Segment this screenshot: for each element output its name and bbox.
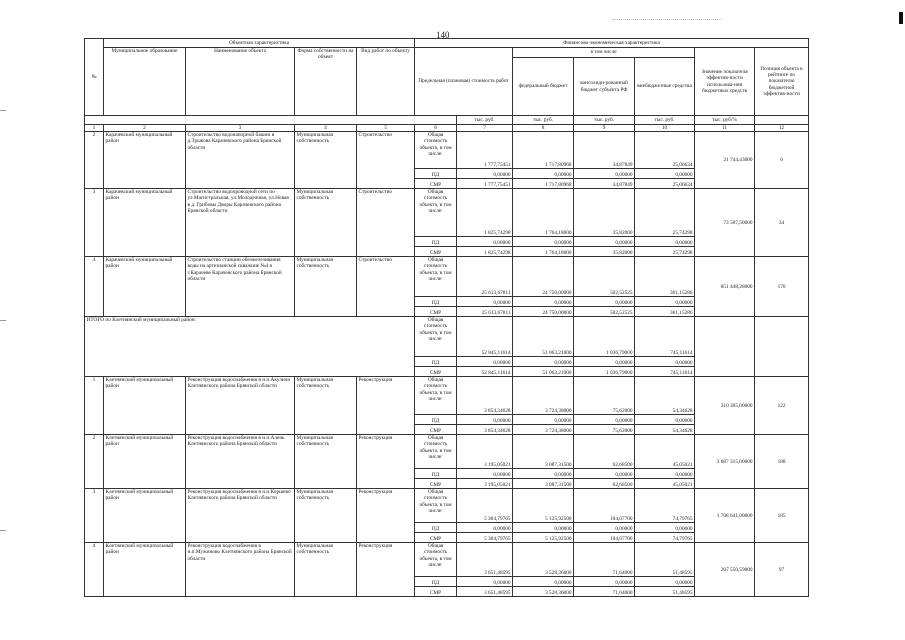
smr-value: 25,74298 bbox=[635, 247, 695, 257]
rank-value: 97 bbox=[755, 543, 809, 597]
total-value: 5 304,79765 bbox=[457, 489, 513, 523]
header-rank: Позиция объекта в рейтинге по показателю бюджетной эффектив-ности bbox=[755, 48, 809, 116]
row-number: 4 bbox=[85, 257, 104, 317]
pd-value: 0,00000 bbox=[574, 297, 635, 307]
total-value: 1 717,80968 bbox=[513, 132, 574, 169]
total-value: 51 063,21000 bbox=[513, 317, 574, 357]
rank-value: 6 bbox=[755, 132, 809, 189]
pd-value: 0,00000 bbox=[635, 577, 695, 587]
pd-value: 0,00000 bbox=[457, 577, 513, 587]
smr-value: 5 304,79765 bbox=[457, 533, 513, 543]
pd-value: 0,00000 bbox=[457, 357, 513, 367]
pd-value: 0,00000 bbox=[513, 469, 574, 479]
pd-value: 0,00000 bbox=[457, 415, 513, 425]
header-including: в том числе bbox=[513, 48, 695, 58]
pd-value: 0,00000 bbox=[635, 469, 695, 479]
punch-mark bbox=[0, 530, 6, 531]
work-type-cell: Реконструкция bbox=[357, 377, 415, 435]
smr-value: 75,62000 bbox=[574, 425, 635, 435]
punch-mark bbox=[0, 110, 6, 111]
rank-value: 34 bbox=[755, 189, 809, 257]
smr-value: 25 613,67811 bbox=[457, 307, 513, 317]
smr-value: 45,05021 bbox=[635, 479, 695, 489]
work-type-cell: Строительство bbox=[357, 257, 415, 317]
smr-value: 3 087,31500 bbox=[513, 479, 574, 489]
punch-mark bbox=[0, 320, 6, 321]
unit-cell: тыс. руб/% bbox=[695, 116, 755, 125]
total-label: Общая стоимость объекта, в том числе: bbox=[415, 435, 457, 469]
smr-label: СМР bbox=[415, 533, 457, 543]
object-name-cell: Строительство водонапорной башни в д.Трыкова Карачевского района Брянской области bbox=[186, 132, 295, 189]
object-row bbox=[85, 132, 809, 169]
col-number: 2 bbox=[104, 125, 186, 132]
col-number: 8 bbox=[513, 125, 574, 132]
col-number: 7 bbox=[457, 125, 513, 132]
header-work-type: Вид работ по объекту bbox=[357, 48, 415, 116]
smr-value: 3 651,48595 bbox=[457, 587, 513, 597]
row-number: 2 bbox=[85, 435, 104, 489]
pd-value: 0,00000 bbox=[457, 297, 513, 307]
total-value: 25 613,67811 bbox=[457, 257, 513, 297]
pd-label: ПД bbox=[415, 469, 457, 479]
smr-value: 5 125,92500 bbox=[513, 533, 574, 543]
municipality-cell: Клетнянский муниципальный район bbox=[104, 543, 186, 597]
smr-value: 502,52525 bbox=[574, 307, 635, 317]
pd-value: 0,00000 bbox=[635, 415, 695, 425]
smr-label: СМР bbox=[415, 367, 457, 377]
total-label: Общая стоимость объекта, в том числе: bbox=[415, 257, 457, 297]
col-number: 6 bbox=[415, 125, 457, 132]
row-number: 2 bbox=[85, 132, 104, 189]
total-label: Общая стоимость объекта, в том числе: bbox=[415, 377, 457, 415]
total-value: 54,34628 bbox=[635, 377, 695, 415]
municipality-cell: Карачевский муниципальный район bbox=[104, 257, 186, 317]
unit-cell: тыс. руб. bbox=[574, 116, 635, 125]
smr-value: 3 854,34628 bbox=[457, 425, 513, 435]
municipality-cell: Карачевский муниципальный район bbox=[104, 189, 186, 257]
smr-value: 745,11614 bbox=[635, 367, 695, 377]
unit-cell: тыс. руб. bbox=[457, 116, 513, 125]
total-value: 1 825,74298 bbox=[457, 189, 513, 237]
object-name-cell: Реконструкция водоснабжения в н.п.Коршево Клетнянского района Брянской области bbox=[186, 489, 295, 543]
total-label: Общая стоимость объекта, в том числе: bbox=[415, 543, 457, 577]
smr-value: 3 195,05021 bbox=[457, 479, 513, 489]
total-value: 71,64000 bbox=[574, 543, 635, 577]
pd-value: 0,00000 bbox=[635, 169, 695, 179]
pd-value: 0,00000 bbox=[635, 297, 695, 307]
pd-value: 0,00000 bbox=[457, 237, 513, 247]
total-value: 52 845,11614 bbox=[457, 317, 513, 357]
total-value: 1 036,79000 bbox=[574, 317, 635, 357]
total-value: 74,79765 bbox=[635, 489, 695, 523]
total-value: 1 777,75451 bbox=[457, 132, 513, 169]
header-row-including bbox=[85, 48, 809, 58]
object-row bbox=[85, 189, 809, 237]
smr-value: 1 764,18000 bbox=[513, 247, 574, 257]
pd-label: ПД bbox=[415, 577, 457, 587]
total-value: 51,48595 bbox=[635, 543, 695, 577]
header-finance-group: Финансово-экономическая характеристика bbox=[415, 39, 809, 48]
object-name-cell: Реконструкция водоснабжения в н.п.Акуличи Клетнянского района Брянской области bbox=[186, 377, 295, 435]
efficiency-value: 73 507,50000 bbox=[695, 189, 755, 257]
efficiency-value: 1 708 641,00000 bbox=[695, 489, 755, 543]
smr-value: 71,64000 bbox=[574, 587, 635, 597]
object-name-cell: Строительство водопроводной сети по ул.Магистральная, ул.Молодежная, ул.Новая в д. Грибовы Дворы Карачевского района Брянской области bbox=[186, 189, 295, 257]
smr-value: 51,48595 bbox=[635, 587, 695, 597]
total-label: Общая стоимость объекта, в том числе: bbox=[415, 132, 457, 169]
smr-value: 1 717,80968 bbox=[513, 179, 574, 189]
header-units-row bbox=[85, 116, 809, 125]
header-ownership: Форма собственности на объект bbox=[295, 48, 357, 116]
total-value: 35,82000 bbox=[574, 189, 635, 237]
municipality-cell: Карачевский муниципальный район bbox=[104, 132, 186, 189]
total-value: 3 195,05021 bbox=[457, 435, 513, 469]
col-number: 12 bbox=[755, 125, 809, 132]
efficiency-value: 21 744,43000 bbox=[695, 132, 755, 189]
municipality-cell: Клетнянский муниципальный район bbox=[104, 435, 186, 489]
pd-value: 0,00000 bbox=[574, 415, 635, 425]
ownership-cell: Муниципальная собственность bbox=[295, 435, 357, 489]
ownership-cell: Муниципальная собственность bbox=[295, 257, 357, 317]
pd-value: 0,00000 bbox=[574, 169, 635, 179]
total-value: 45,05021 bbox=[635, 435, 695, 469]
object-row bbox=[85, 489, 809, 523]
smr-value: 1 825,74298 bbox=[457, 247, 513, 257]
smr-value: 34,87849 bbox=[574, 179, 635, 189]
pd-value: 0,00000 bbox=[513, 415, 574, 425]
header-object-name: Наименование объекта bbox=[186, 48, 295, 116]
pd-value: 0,00000 bbox=[635, 357, 695, 367]
col-number: 5 bbox=[357, 125, 415, 132]
header-object-group: Объектная характеристика bbox=[104, 39, 415, 48]
rank-value: 170 bbox=[755, 257, 809, 317]
efficiency-value: 851 448,28000 bbox=[695, 257, 755, 317]
col-number: 1 bbox=[85, 125, 104, 132]
col-number: 11 bbox=[695, 125, 755, 132]
pd-value: 0,00000 bbox=[513, 297, 574, 307]
ownership-cell: Муниципальная собственность bbox=[295, 189, 357, 257]
smr-label: СМР bbox=[415, 587, 457, 597]
pd-value: 0,00000 bbox=[457, 169, 513, 179]
subtotal-row bbox=[85, 317, 809, 357]
pd-value: 0,00000 bbox=[574, 577, 635, 587]
pd-value: 0,00000 bbox=[513, 577, 574, 587]
header-municipality: Муниципальное образование bbox=[104, 48, 186, 116]
municipality-cell: Клетнянский муниципальный район bbox=[104, 377, 186, 435]
col-number: 10 bbox=[635, 125, 695, 132]
smr-label: СМР bbox=[415, 425, 457, 435]
pd-value: 0,00000 bbox=[513, 357, 574, 367]
object-row bbox=[85, 257, 809, 297]
total-value: 34,87849 bbox=[574, 132, 635, 169]
total-value: 1 764,18000 bbox=[513, 189, 574, 237]
pd-value: 0,00000 bbox=[635, 523, 695, 533]
ownership-cell: Муниципальная собственность bbox=[295, 132, 357, 189]
total-value: 3 651,48595 bbox=[457, 543, 513, 577]
unit-cell: тыс. руб. bbox=[513, 116, 574, 125]
efficiency-value: 310 365,00000 bbox=[695, 377, 755, 435]
work-type-cell: Строительство bbox=[357, 132, 415, 189]
total-value: 5 125,92500 bbox=[513, 489, 574, 523]
object-row bbox=[85, 435, 809, 469]
header-consolidated: консолиди-рованный бюджет субъекта РФ bbox=[574, 58, 635, 116]
rank-value: 122 bbox=[755, 377, 809, 435]
header-colnum-row bbox=[85, 125, 809, 132]
total-value: 745,11614 bbox=[635, 317, 695, 357]
smr-value: 361,15286 bbox=[635, 307, 695, 317]
subtotal-label: ИТОГО по Клетнянский муниципальный район: bbox=[85, 317, 415, 377]
total-value: 24 750,00000 bbox=[513, 257, 574, 297]
col-number: 9 bbox=[574, 125, 635, 132]
pd-value: 0,00000 bbox=[574, 237, 635, 247]
total-value: 361,15286 bbox=[635, 257, 695, 297]
smr-value: 3 528,36000 bbox=[513, 587, 574, 597]
pd-label: ПД bbox=[415, 415, 457, 425]
smr-value: 54,34628 bbox=[635, 425, 695, 435]
pd-value: 0,00000 bbox=[574, 357, 635, 367]
total-value: 3 087,31500 bbox=[513, 435, 574, 469]
pd-value: 0,00000 bbox=[457, 523, 513, 533]
pd-value: 0,00000 bbox=[513, 523, 574, 533]
total-value: 3 528,36000 bbox=[513, 543, 574, 577]
municipality-cell: Клетнянский муниципальный район bbox=[104, 489, 186, 543]
pd-label: ПД bbox=[415, 297, 457, 307]
total-value: 502,52525 bbox=[574, 257, 635, 297]
finance-table bbox=[84, 38, 809, 597]
scan-artifact-line bbox=[612, 19, 722, 20]
total-label: Общая стоимость объекта, в том числе: bbox=[415, 489, 457, 523]
total-value: 3 854,34628 bbox=[457, 377, 513, 415]
pd-label: ПД bbox=[415, 523, 457, 533]
object-row bbox=[85, 377, 809, 415]
work-type-cell: Реконструкция bbox=[357, 489, 415, 543]
page-number: 140 bbox=[436, 30, 450, 40]
object-row bbox=[85, 543, 809, 577]
smr-value: 74,79765 bbox=[635, 533, 695, 543]
smr-value: 3 724,38000 bbox=[513, 425, 574, 435]
table-body bbox=[85, 39, 809, 597]
work-type-cell: Реконструкция bbox=[357, 543, 415, 597]
total-value: 25,74298 bbox=[635, 189, 695, 237]
total-label: Общая стоимость объекта, в том числе: bbox=[415, 317, 457, 357]
pd-label: ПД bbox=[415, 357, 457, 367]
efficiency-value: 3 087 315,00000 bbox=[695, 435, 755, 489]
smr-label: СМР bbox=[415, 247, 457, 257]
total-value: 3 724,38000 bbox=[513, 377, 574, 415]
col-number: 4 bbox=[295, 125, 357, 132]
smr-value: 52 845,11614 bbox=[457, 367, 513, 377]
work-type-cell: Реконструкция bbox=[357, 435, 415, 489]
smr-value: 35,82000 bbox=[574, 247, 635, 257]
pd-value: 0,00000 bbox=[457, 469, 513, 479]
col-number: 3 bbox=[186, 125, 295, 132]
rank-value: 188 bbox=[755, 435, 809, 489]
smr-value: 62,68500 bbox=[574, 479, 635, 489]
row-number: 4 bbox=[85, 543, 104, 597]
scan-corner-mark bbox=[899, 12, 903, 24]
ownership-cell: Муниципальная собственность bbox=[295, 543, 357, 597]
total-label: Общая стоимость объекта, в том числе: bbox=[415, 189, 457, 237]
row-number: 3 bbox=[85, 189, 104, 257]
smr-label: СМР bbox=[415, 179, 457, 189]
smr-value: 104,07700 bbox=[574, 533, 635, 543]
smr-label: СМР bbox=[415, 479, 457, 489]
object-name-cell: Строительство станции обезжелезивания воды на артезианской скважине №4 в г.Карачеве Карачевского района Брянской области bbox=[186, 257, 295, 317]
pd-label: ПД bbox=[415, 169, 457, 179]
header-efficiency: Значение показателя эффектив-ности использова-ния бюджетных средств bbox=[695, 48, 755, 116]
pd-value: 0,00000 bbox=[574, 469, 635, 479]
smr-value: 1 036,79000 bbox=[574, 367, 635, 377]
smr-label: СМР bbox=[415, 307, 457, 317]
work-type-cell: Строительство bbox=[357, 189, 415, 257]
smr-value: 25,06634 bbox=[635, 179, 695, 189]
smr-value: 51 063,21000 bbox=[513, 367, 574, 377]
row-number: 3 bbox=[85, 489, 104, 543]
header-federal: федеральный бюджет bbox=[513, 58, 574, 116]
header-row-groups bbox=[85, 39, 809, 48]
ownership-cell: Муниципальная собственность bbox=[295, 377, 357, 435]
object-name-cell: Реконструкция водоснабжения в н.п.Алень Клетнянского района Брянской области bbox=[186, 435, 295, 489]
efficiency-value: 207 550,59000 bbox=[695, 543, 755, 597]
object-name-cell: Реконструкция водоснабжения в н.п.Мужиново Клетнянского района Брянской области bbox=[186, 543, 295, 597]
pd-value: 0,00000 bbox=[513, 169, 574, 179]
total-value: 75,62000 bbox=[574, 377, 635, 415]
rank-value: 185 bbox=[755, 489, 809, 543]
smr-value: 1 777,75451 bbox=[457, 179, 513, 189]
header-cost: Предельная (плановая) стоимость работ bbox=[415, 48, 513, 116]
pd-value: 0,00000 bbox=[574, 523, 635, 533]
row-number: 1 bbox=[85, 377, 104, 435]
unit-cell: тыс. руб. bbox=[635, 116, 695, 125]
smr-value: 24 750,00000 bbox=[513, 307, 574, 317]
pd-value: 0,00000 bbox=[635, 237, 695, 247]
total-value: 62,68500 bbox=[574, 435, 635, 469]
total-value: 25,06634 bbox=[635, 132, 695, 169]
total-value: 104,07700 bbox=[574, 489, 635, 523]
ownership-cell: Муниципальная собственность bbox=[295, 489, 357, 543]
pd-label: ПД bbox=[415, 237, 457, 247]
pd-value: 0,00000 bbox=[513, 237, 574, 247]
header-extra: внебюджетные средства bbox=[635, 58, 695, 116]
header-no: № bbox=[85, 39, 104, 116]
